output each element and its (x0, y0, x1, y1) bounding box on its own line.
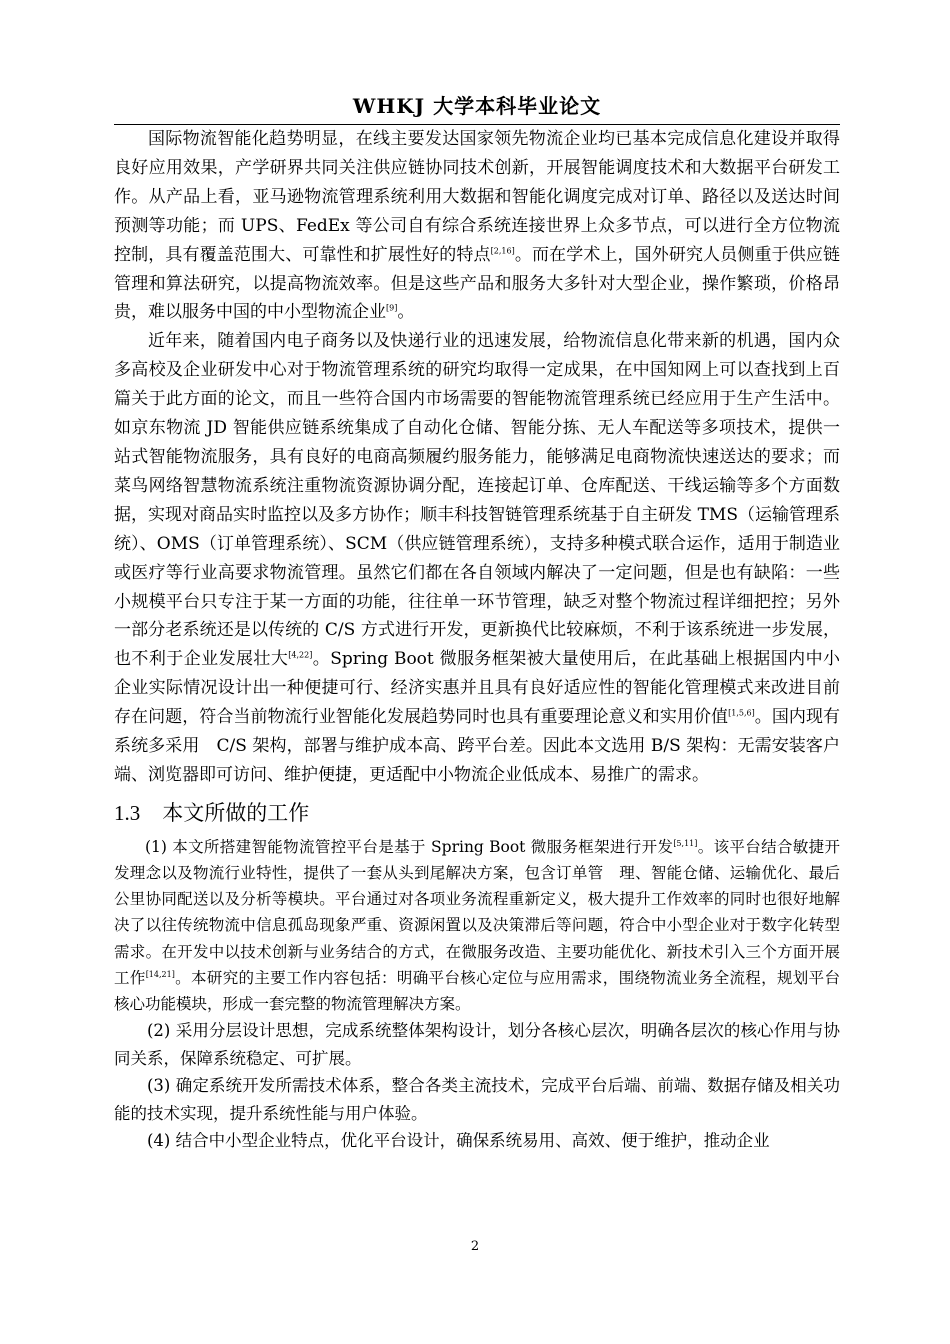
citation: [14,21] (145, 969, 175, 979)
page-number: 2 (470, 1239, 480, 1254)
citation: [2,16] (490, 245, 515, 255)
work-item-4: (4) 结合中小型企业特点，优化平台设计，确保系统易用、高效、便于维护，推动企业 (147, 1131, 770, 1151)
paragraph-text: 国际物流智能化趋势明显，在线主要发达国家领先物流企业均已基本完成信息化建设并取得良好应用效果，产学研界共同关注供应链协同技术创新，开展智能调度技术和大数据平台研发工作。从产品上看，亚马逊物流管理系统利用大数据和智能化调度完成对订单、路径以及送达时间预测等功能；而 UPS、FedEx 等公司自有综合系统连接世界上众多节点，可以进行全方位物流控制，具有覆盖范围大、可靠性和扩展性好的特点 (114, 129, 840, 265)
page-header-title: WHKJ 大学本科毕业论文 (352, 94, 602, 118)
paragraph-text: 。Spring Boot 微服务框架被大量使用后，在此基础上根据国内中小企业实际情况设计出一种便捷可行、经济实惠并且具有良好适应性的智能化管理模式来改进目前存在问题，符合当前物流行业智能化发展趋势同时也具有重要理论意义和实用价值 (114, 649, 840, 728)
paragraph-domestic-status (114, 327, 840, 790)
section-number: 1.3 (114, 800, 141, 825)
citation: [4,22] (288, 650, 313, 660)
work-item-2: (2) 采用分层设计思想，完成系统整体架构设计，划分各核心层次，明确各层次的核心作用与协同关系，保障系统稳定、可扩展。 (114, 1021, 840, 1068)
paragraph-text: 近年来，随着国内电子商务以及快递行业的迅速发展，给物流信息化带来新的机遇，国内众多高校及企业研发中心对于物流管理系统的研究均取得一定成果，在中国知网上可以查找到上百篇关于此方面的论文，而且一些符合国内市场需要的智能物流管理系统已经应用于生产生活中。如京东物流 JD 智能供应链系统集成了自动化仓储、智能分拣、无人车配送等多项技术，提供一站式智能物流服务，具有良好的电商高频履约服务能力，能够满足电商物流快速送达的要求；而菜鸟网络智慧物流系统注重物流资源协调分配，连接起订单、仓库配送、干线运输等多个方面数据，实现对商品实时监控以及多方协作；顺丰科技智链管理系统基于自主研发 TMS（运输管理系统）、OMS（订单管理系统）、SCM（供应链管理系统），支持多种模式联合运作，适用于制造业或医疗等行业高要求物流管理。虽然它们都在各自领域内解决了一定问题，但是也有缺陷：一些小规模平台只专注于某一方面的功能，往往单一环节管理，缺乏对整个物流过程详细把控；另外一部分老系统还是以传统的 C/S 方式进行开发，更新换代比较麻烦，不利于该系统进一步发展，也不利于企业发展壮大 (114, 331, 840, 670)
document-body (114, 125, 840, 1155)
paragraph-text: 。本研究的主要工作内容包括：明确平台核心定位与应用需求，围绕物流业务全流程，规划平台核心功能模块，形成一套完整的物流管理解决方案。 (114, 968, 840, 1014)
work-item-1 (114, 834, 840, 1017)
paragraph-text: 。而在学术上，国外研究人员侧重于供应链管理和算法研究，以提高物流效率。但是这些产品和服务大多针对大型企业，操作繁琐，价格昂贵，难以服务中国的中小型物流企业 (114, 244, 841, 323)
paragraph-text: 。该平台结合敏捷开发理念以及物流行业特性，提供了一套从头到尾解决方案，包含订单管 理、智能仓储、运输优化、最后公里协同配送以及分析等模块。平台通过对各项业务流程重新定义，极大提升工作效率的同时也很好地解决了以往传统物流中信息孤岛现象严重、资源闲置以及决策滞后等问题，符合中小型企业对于数字化转型需求。在开发中以技术创新与业务结合的方式，在微服务改造、主要功能优化、新技术引入三个方面开展工作 (114, 837, 840, 987)
paragraph-international-trend (114, 125, 840, 327)
paragraph-text: (1) 本文所搭建智能物流管控平台是基于 Spring Boot 微服务框架进行开发 (145, 837, 674, 856)
work-item-3: (3) 确定系统开发所需技术体系，整合各类主流技术，完成平台后端、前端、数据存储及相关功能的技术实现，提升系统性能与用户体验。 (114, 1076, 840, 1123)
citation: [1,5,6] (728, 708, 755, 718)
citation: [9] (386, 303, 398, 313)
citation: [5,11] (673, 838, 698, 848)
section-heading (114, 798, 840, 828)
paragraph-text: 。国内现有系统多采用 C/S 架构，部署与维护成本高、跨平台差。因此本文选用 B/S 架构：无需安装客户端、浏览器即可访问、维护便捷，更适配中小物流企业低成本、易推广的需求。 (114, 707, 841, 785)
section-title: 本文所做的工作 (162, 800, 310, 825)
paragraph-text: 。 (397, 302, 415, 323)
